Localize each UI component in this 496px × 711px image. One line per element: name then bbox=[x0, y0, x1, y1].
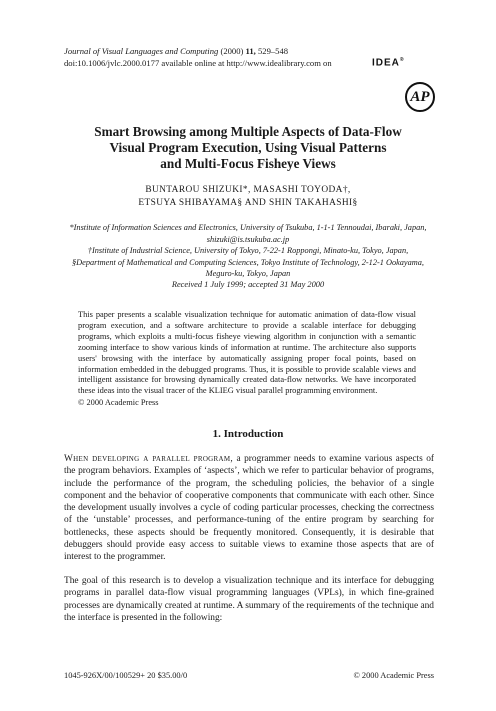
affiliation-line: *Institute of Information Sciences and Electronics, University of Tsukuba, 1-1-1 Tennoudai, Ibaraki, Japan, bbox=[69, 223, 427, 232]
page-footer bbox=[64, 671, 434, 680]
ideal-logo-sup: ® bbox=[399, 57, 405, 63]
footer-issn: 1045-926X/00/100529+ 20 $35.00/0 bbox=[64, 671, 188, 680]
affiliations bbox=[52, 222, 444, 280]
affiliation-line: Meguro-ku, Tokyo, Japan bbox=[205, 269, 291, 278]
author-email: shizuki@is.tsukuba.ac.jp bbox=[206, 234, 290, 244]
body-paragraph: The goal of this research is to develop a visualization technique and its interface for debugging programs in parallel data-flow visual programming languages (VPLs), in which fine-grained processes are dynamically created at runtime. A summary of the requirements of the technique and the interface is presented in the following: bbox=[64, 576, 434, 623]
abstract-copyright: © 2000 Academic Press bbox=[78, 398, 159, 407]
title-line: and Multi-Focus Fisheye Views bbox=[160, 156, 336, 171]
journal-pages: 529–548 bbox=[257, 46, 289, 56]
paragraph-text: a programmer needs to examine various aspects of the program behaviors. Examples of ‘aspects’, which we refer to particular behavior of programs, include the performance of the program, the scheduling policies, the behavior of a single component and the behavior of cooperative components that communicate with each other. Since the development usually involves a cycle of coding particular processes, checking the correctness of the ‘unstable’ processes, and performance-tuning of the entire program by searching for bottlenecks, these aspects should be frequently monitored. Consequently, it is desirable that debuggers should provide easy access to suitable views to examine those aspects that are of interest to the programmer. bbox=[64, 454, 435, 563]
title-line: Smart Browsing among Multiple Aspects of Data-Flow bbox=[94, 124, 402, 139]
journal-name: Journal of Visual Languages and Computing bbox=[64, 46, 219, 56]
journal-year: (2000) bbox=[220, 46, 244, 56]
ideal-logo-mark: A bbox=[391, 57, 400, 69]
paper-title bbox=[40, 124, 456, 172]
affiliation-line: †Institute of Industrial Science, University of Tokyo, 7-22-1 Roppongi, Minato-ku, Tokyo, Japan, bbox=[87, 246, 409, 255]
journal-volume: 11, bbox=[245, 46, 256, 56]
abstract: This paper presents a scalable visualization technique for automatic animation of data-flow visual program execution, and a software architecture to provide a scalable interface for debugging programs, which exploits a multi-focus fisheye viewing algorithm in conjunction with a semantic zooming interface to show various kinds of information at runtime. The architecture also supports users' browsing with the interface by automatically assigning proper focal points, based on information embedded in the debugged programs. Thus, it is possible to provide scalable views and intelligent assistance for browsing dynamically created data-flow networks. We have incorporated these ideas into the visual tracer of the KLIEG visual parallel programming environment. bbox=[78, 310, 416, 396]
title-line: Visual Program Execution, Using Visual Patterns bbox=[109, 140, 387, 155]
doi-line: doi:10.1006/jvlc.2000.0177 available online at http://www.idealibrary.com on bbox=[64, 58, 332, 68]
section-heading: 1. Introduction bbox=[212, 428, 284, 440]
ideal-logo: IDEA® bbox=[372, 57, 405, 69]
affiliation-line: §Department of Mathematical and Computing Sciences, Tokyo Institute of Technology, 2-12-1 Ookayama, bbox=[72, 257, 424, 267]
publisher-logo: AP bbox=[405, 82, 435, 112]
journal-header bbox=[64, 45, 332, 69]
author-line: BUNTAROU SHIZUKI*, MASASHI TOYODA†, bbox=[145, 185, 351, 195]
lead-in: When developing a parallel program, bbox=[64, 454, 234, 464]
author-line: ETSUYA SHIBAYAMA§ AND SHIN TAKAHASHI§ bbox=[138, 198, 358, 208]
body-paragraph bbox=[64, 453, 434, 564]
author-list bbox=[40, 184, 456, 210]
footer-copyright: © 2000 Academic Press bbox=[353, 671, 434, 680]
received-date: Received 1 July 1999; accepted 31 May 2000 bbox=[171, 280, 325, 289]
